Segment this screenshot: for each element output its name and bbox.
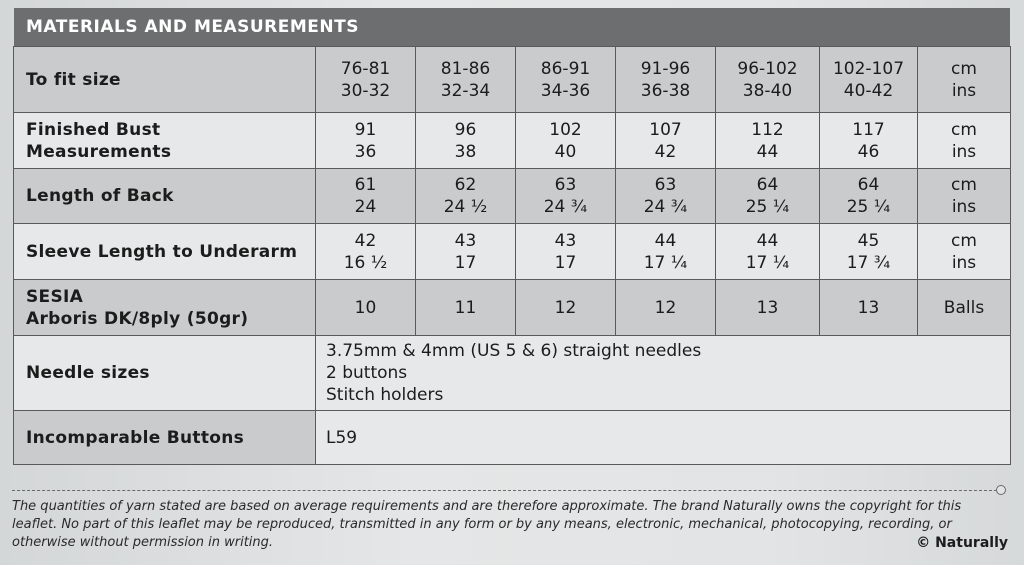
cell-value: 17 xyxy=(554,252,577,273)
cell-value: 36-38 xyxy=(640,80,691,101)
cell-value: 38-40 xyxy=(742,80,793,101)
cell-value: 107 xyxy=(649,119,682,140)
size-cell xyxy=(820,47,918,113)
unit-value: ins xyxy=(951,197,977,217)
unit-value: ins xyxy=(951,141,977,162)
row-label-line: Sleeve Length to Underarm xyxy=(26,241,298,262)
cell-value: 86-91 xyxy=(540,58,591,79)
buttons-row xyxy=(14,411,1011,465)
cell-value: 91 xyxy=(354,119,377,140)
needle-row xyxy=(14,336,1011,411)
cell-value: 17 ¼ xyxy=(643,252,688,273)
cell-value: 24 ½ xyxy=(443,197,488,217)
cell-value: 32-34 xyxy=(440,80,491,101)
size-cell xyxy=(316,224,416,280)
cell-value: 38 xyxy=(454,141,477,162)
cell-value: 81-86 xyxy=(440,58,491,79)
measurements-table xyxy=(13,46,1011,465)
needle-line: Stitch holders xyxy=(326,385,444,405)
cell-value: 62 xyxy=(454,175,477,195)
cell-value: 44 xyxy=(654,230,677,251)
unit-value: ins xyxy=(951,252,977,273)
size-cell xyxy=(516,47,616,113)
measurement-row xyxy=(14,113,1011,169)
cell-value: 61 xyxy=(354,175,377,195)
row-label xyxy=(14,113,316,169)
row-label-line: Finished Bust xyxy=(26,119,161,140)
cell-value: 64 xyxy=(857,175,880,195)
cell-value: 102-107 xyxy=(832,58,905,79)
size-cell xyxy=(820,169,918,224)
cell-value: 34-36 xyxy=(540,80,591,101)
cell-value: 42 xyxy=(354,230,377,251)
size-cell xyxy=(416,280,516,336)
size-cell xyxy=(716,224,820,280)
needle-line: 2 buttons xyxy=(326,363,408,383)
cell-value: 43 xyxy=(554,230,577,251)
cell-value: 63 xyxy=(554,175,577,195)
divider-end-circle xyxy=(996,485,1006,495)
cell-value: 76-81 xyxy=(340,58,391,79)
row-label-line: SESIA xyxy=(26,286,84,307)
cell-value: 44 xyxy=(756,230,779,251)
cell-value: 46 xyxy=(857,141,880,162)
size-cell xyxy=(616,113,716,169)
size-cell xyxy=(416,169,516,224)
measurement-row xyxy=(14,169,1011,224)
size-cell xyxy=(316,113,416,169)
size-cell xyxy=(616,224,716,280)
cell-value: 24 ¾ xyxy=(543,197,588,217)
row-label xyxy=(14,224,316,280)
cell-value: 17 xyxy=(454,252,477,273)
row-label xyxy=(14,169,316,224)
cell-value: 12 xyxy=(554,297,577,318)
size-cell xyxy=(516,224,616,280)
cell-value: 102 xyxy=(549,119,582,140)
measurement-row xyxy=(14,224,1011,280)
unit-cell xyxy=(918,47,1011,113)
size-cell xyxy=(316,280,416,336)
size-cell xyxy=(716,280,820,336)
measurement-row xyxy=(14,280,1011,336)
size-cell xyxy=(716,169,820,224)
size-cell xyxy=(416,224,516,280)
cell-value: 25 ¼ xyxy=(846,197,891,217)
needle-line: 3.75mm & 4mm (US 5 & 6) straight needles xyxy=(326,341,702,361)
cell-value: 91-96 xyxy=(640,58,691,79)
unit-cell xyxy=(918,280,1011,336)
size-cell xyxy=(716,47,820,113)
cell-value: 43 xyxy=(454,230,477,251)
cell-value: 17 ¼ xyxy=(745,252,790,273)
row-label xyxy=(14,280,316,336)
size-cell xyxy=(616,280,716,336)
cell-value: 10 xyxy=(354,297,377,318)
unit-value: cm xyxy=(951,230,977,251)
cell-value: 117 xyxy=(852,119,885,140)
unit-value: cm xyxy=(951,58,977,79)
size-cell xyxy=(616,47,716,113)
size-cell xyxy=(820,113,918,169)
cell-value: 16 ½ xyxy=(343,252,388,273)
size-cell xyxy=(516,169,616,224)
cell-value: 96 xyxy=(454,119,477,140)
buttons-label: Incomparable Buttons xyxy=(14,411,316,465)
buttons-value: L59 xyxy=(316,411,1011,465)
unit-value: ins xyxy=(951,80,977,101)
needle-label: Needle sizes xyxy=(14,336,316,411)
disclaimer-note: The quantities of yarn stated are based on average requirements and are therefore approximate. The brand Naturally owns the copyright for this leaflet. No part of this leaflet may be reproduced, transmitted in any form or by any means, electronic, mechanical, photocopying, recording, or otherwise without permission in writing. xyxy=(12,499,962,550)
cell-value: 25 ¼ xyxy=(745,197,790,217)
cell-value: 63 xyxy=(654,175,677,195)
size-cell xyxy=(516,113,616,169)
row-label-line: Measurements xyxy=(26,141,172,162)
cell-value: 96-102 xyxy=(737,58,798,79)
cell-value: 45 xyxy=(857,230,880,251)
cell-value: 24 xyxy=(354,197,377,217)
row-label-line: Length of Back xyxy=(26,186,174,206)
size-cell xyxy=(316,47,416,113)
section-title: MATERIALS AND MEASUREMENTS xyxy=(14,8,1010,46)
needle-details xyxy=(316,336,1011,411)
row-label-line: Arboris DK/8ply (50gr) xyxy=(26,308,249,329)
cell-value: 64 xyxy=(756,175,779,195)
cell-value: 17 ¾ xyxy=(846,252,891,273)
cell-value: 24 ¾ xyxy=(643,197,688,217)
unit-cell xyxy=(918,113,1011,169)
size-cell xyxy=(716,113,820,169)
cell-value: 112 xyxy=(751,119,784,140)
cell-value: 13 xyxy=(857,297,880,318)
cell-value: 30-32 xyxy=(340,80,391,101)
cell-value: 40 xyxy=(554,141,577,162)
unit-cell xyxy=(918,169,1011,224)
size-cell xyxy=(416,47,516,113)
copyright: © Naturally xyxy=(916,535,1008,551)
cell-value: 12 xyxy=(654,297,677,318)
divider-dashed xyxy=(12,490,1002,491)
measurement-row xyxy=(14,47,1011,113)
size-cell xyxy=(820,224,918,280)
size-cell xyxy=(416,113,516,169)
size-cell xyxy=(316,169,416,224)
unit-value: Balls xyxy=(943,297,985,318)
cell-value: 36 xyxy=(354,141,377,162)
cell-value: 40-42 xyxy=(843,80,894,101)
unit-cell xyxy=(918,224,1011,280)
cell-value: 13 xyxy=(756,297,779,318)
cell-value: 44 xyxy=(756,141,779,162)
unit-value: cm xyxy=(951,175,977,195)
size-cell xyxy=(820,280,918,336)
row-label xyxy=(14,47,316,113)
cell-value: 11 xyxy=(454,297,477,318)
size-cell xyxy=(516,280,616,336)
row-label-line: To fit size xyxy=(26,69,121,90)
size-cell xyxy=(616,169,716,224)
cell-value: 42 xyxy=(654,141,677,162)
unit-value: cm xyxy=(951,119,977,140)
